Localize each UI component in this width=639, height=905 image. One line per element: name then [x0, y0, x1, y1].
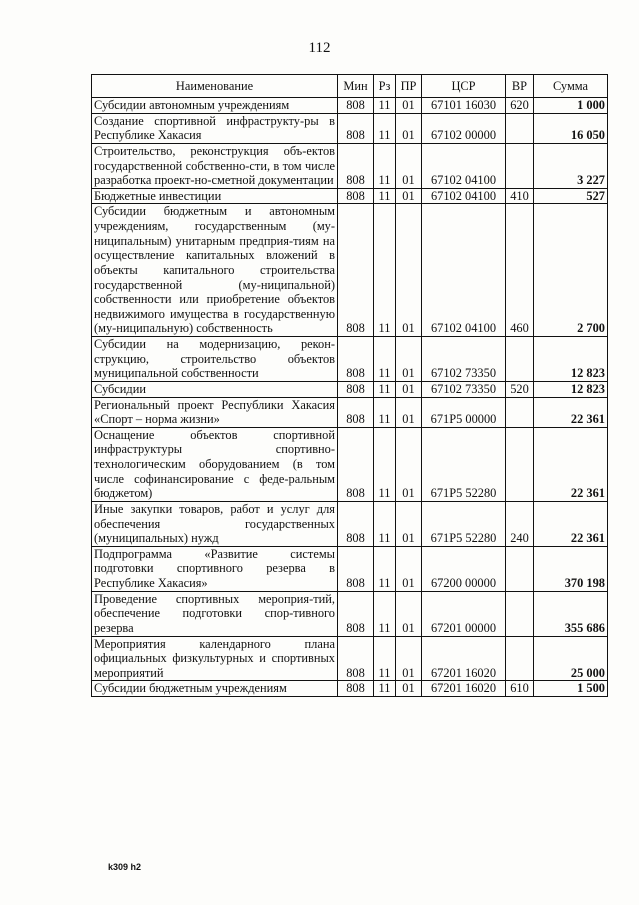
row-sum: 1 500	[534, 681, 608, 697]
row-sum: 12 823	[534, 381, 608, 397]
row-name: Подпрограмма «Развитие системы подготовки спортивного резерва в Республике Хакасия»	[92, 546, 338, 591]
row-rz: 11	[374, 636, 396, 681]
row-sum: 1 000	[534, 98, 608, 114]
row-sum: 22 361	[534, 427, 608, 501]
row-csr: 67201 16020	[422, 681, 506, 697]
row-vr	[506, 337, 534, 382]
header-name: Наименование	[92, 75, 338, 98]
table-row	[92, 98, 608, 114]
table-row	[92, 397, 608, 427]
row-min: 808	[338, 143, 374, 188]
table-row	[92, 591, 608, 636]
row-rz: 11	[374, 98, 396, 114]
row-rz: 11	[374, 397, 396, 427]
row-name: Субсидии автономным учреждениям	[92, 98, 338, 114]
header-vr: ВР	[506, 75, 534, 98]
row-vr: 620	[506, 98, 534, 114]
row-vr	[506, 546, 534, 591]
row-name: Создание спортивной инфраструкту-ры в Республике Хакасия	[92, 113, 338, 143]
row-vr	[506, 427, 534, 501]
row-rz: 11	[374, 337, 396, 382]
row-sum: 12 823	[534, 337, 608, 382]
row-rz: 11	[374, 143, 396, 188]
row-rz: 11	[374, 204, 396, 337]
header-pr: ПР	[396, 75, 422, 98]
row-rz: 11	[374, 681, 396, 697]
table-row	[92, 381, 608, 397]
row-vr: 460	[506, 204, 534, 337]
row-vr	[506, 591, 534, 636]
row-sum: 22 361	[534, 397, 608, 427]
row-sum: 22 361	[534, 501, 608, 546]
row-pr: 01	[396, 427, 422, 501]
row-min: 808	[338, 591, 374, 636]
table-row	[92, 204, 608, 337]
row-min: 808	[338, 501, 374, 546]
row-vr: 240	[506, 501, 534, 546]
row-min: 808	[338, 98, 374, 114]
row-pr: 01	[396, 381, 422, 397]
row-csr: 671P5 52280	[422, 427, 506, 501]
row-pr: 01	[396, 98, 422, 114]
row-pr: 01	[396, 681, 422, 697]
row-pr: 01	[396, 188, 422, 204]
row-rz: 11	[374, 546, 396, 591]
table-row	[92, 188, 608, 204]
table-row	[92, 113, 608, 143]
row-min: 808	[338, 113, 374, 143]
row-name: Проведение спортивных мероприя-тий, обеспечение подготовки спор-тивного резерва	[92, 591, 338, 636]
row-sum: 355 686	[534, 591, 608, 636]
row-pr: 01	[396, 113, 422, 143]
row-min: 808	[338, 337, 374, 382]
row-rz: 11	[374, 113, 396, 143]
row-vr	[506, 397, 534, 427]
table-row	[92, 636, 608, 681]
row-min: 808	[338, 427, 374, 501]
row-pr: 01	[396, 636, 422, 681]
row-csr: 67102 04100	[422, 204, 506, 337]
row-pr: 01	[396, 143, 422, 188]
row-csr: 67102 00000	[422, 113, 506, 143]
row-name: Региональный проект Республики Хакасия «Спорт – норма жизни»	[92, 397, 338, 427]
row-sum: 370 198	[534, 546, 608, 591]
row-rz: 11	[374, 188, 396, 204]
header-sum: Сумма	[534, 75, 608, 98]
row-min: 808	[338, 381, 374, 397]
row-sum: 16 050	[534, 113, 608, 143]
row-pr: 01	[396, 337, 422, 382]
row-csr: 671P5 52280	[422, 501, 506, 546]
row-sum: 3 227	[534, 143, 608, 188]
row-csr: 67102 73350	[422, 337, 506, 382]
row-name: Оснащение объектов спортивной инфраструктуры спортивно-технологическим оборудованием (в том числе софинансирование с феде-ральным бюджетом)	[92, 427, 338, 501]
row-min: 808	[338, 204, 374, 337]
row-name: Бюджетные инвестиции	[92, 188, 338, 204]
row-vr	[506, 143, 534, 188]
row-pr: 01	[396, 546, 422, 591]
row-name: Субсидии бюджетным и автономным учреждениям, государственным (му-ниципальным) унитарным предприя-тиям на осуществление капитальных вложений в объекты капитального строительства государственной (му-ниципальной) собственности или приобретение объектов недвижимого имущества в государственную (му-ниципальную) собственность	[92, 204, 338, 337]
row-rz: 11	[374, 381, 396, 397]
table-row	[92, 501, 608, 546]
header-rz: Рз	[374, 75, 396, 98]
table-row	[92, 337, 608, 382]
row-pr: 01	[396, 591, 422, 636]
budget-table	[91, 74, 608, 697]
row-csr: 67201 00000	[422, 591, 506, 636]
header-min: Мин	[338, 75, 374, 98]
row-vr: 520	[506, 381, 534, 397]
row-rz: 11	[374, 591, 396, 636]
row-min: 808	[338, 397, 374, 427]
row-rz: 11	[374, 427, 396, 501]
row-sum: 2 700	[534, 204, 608, 337]
table-row	[92, 681, 608, 697]
table-row	[92, 143, 608, 188]
row-min: 808	[338, 546, 374, 591]
row-csr: 67102 73350	[422, 381, 506, 397]
row-sum: 25 000	[534, 636, 608, 681]
row-name: Субсидии бюджетным учреждениям	[92, 681, 338, 697]
row-name: Строительство, реконструкция объ-ектов государственной собственно-сти, в том числе разработка проект-но-сметной документации	[92, 143, 338, 188]
row-csr: 67102 04100	[422, 143, 506, 188]
table-header-row	[92, 75, 608, 98]
row-csr: 67201 16020	[422, 636, 506, 681]
row-name: Субсидии на модернизацию, рекон-струкцию, строительство объектов муниципальной собственности	[92, 337, 338, 382]
header-csr: ЦСР	[422, 75, 506, 98]
row-csr: 67200 00000	[422, 546, 506, 591]
row-rz: 11	[374, 501, 396, 546]
row-csr: 67101 16030	[422, 98, 506, 114]
row-vr	[506, 636, 534, 681]
row-name: Иные закупки товаров, работ и услуг для обеспечения государственных (муниципальных) нужд	[92, 501, 338, 546]
row-csr: 671P5 00000	[422, 397, 506, 427]
row-sum: 527	[534, 188, 608, 204]
page-number: 112	[308, 40, 331, 56]
row-vr: 410	[506, 188, 534, 204]
row-min: 808	[338, 681, 374, 697]
footer-code: k309 h2	[108, 862, 142, 872]
row-vr	[506, 113, 534, 143]
table-row	[92, 546, 608, 591]
row-name: Субсидии	[92, 381, 338, 397]
row-pr: 01	[396, 204, 422, 337]
row-pr: 01	[396, 501, 422, 546]
row-min: 808	[338, 636, 374, 681]
table-row	[92, 427, 608, 501]
row-min: 808	[338, 188, 374, 204]
row-vr: 610	[506, 681, 534, 697]
row-name: Мероприятия календарного плана официальных физкультурных и спортивных мероприятий	[92, 636, 338, 681]
row-csr: 67102 04100	[422, 188, 506, 204]
row-pr: 01	[396, 397, 422, 427]
